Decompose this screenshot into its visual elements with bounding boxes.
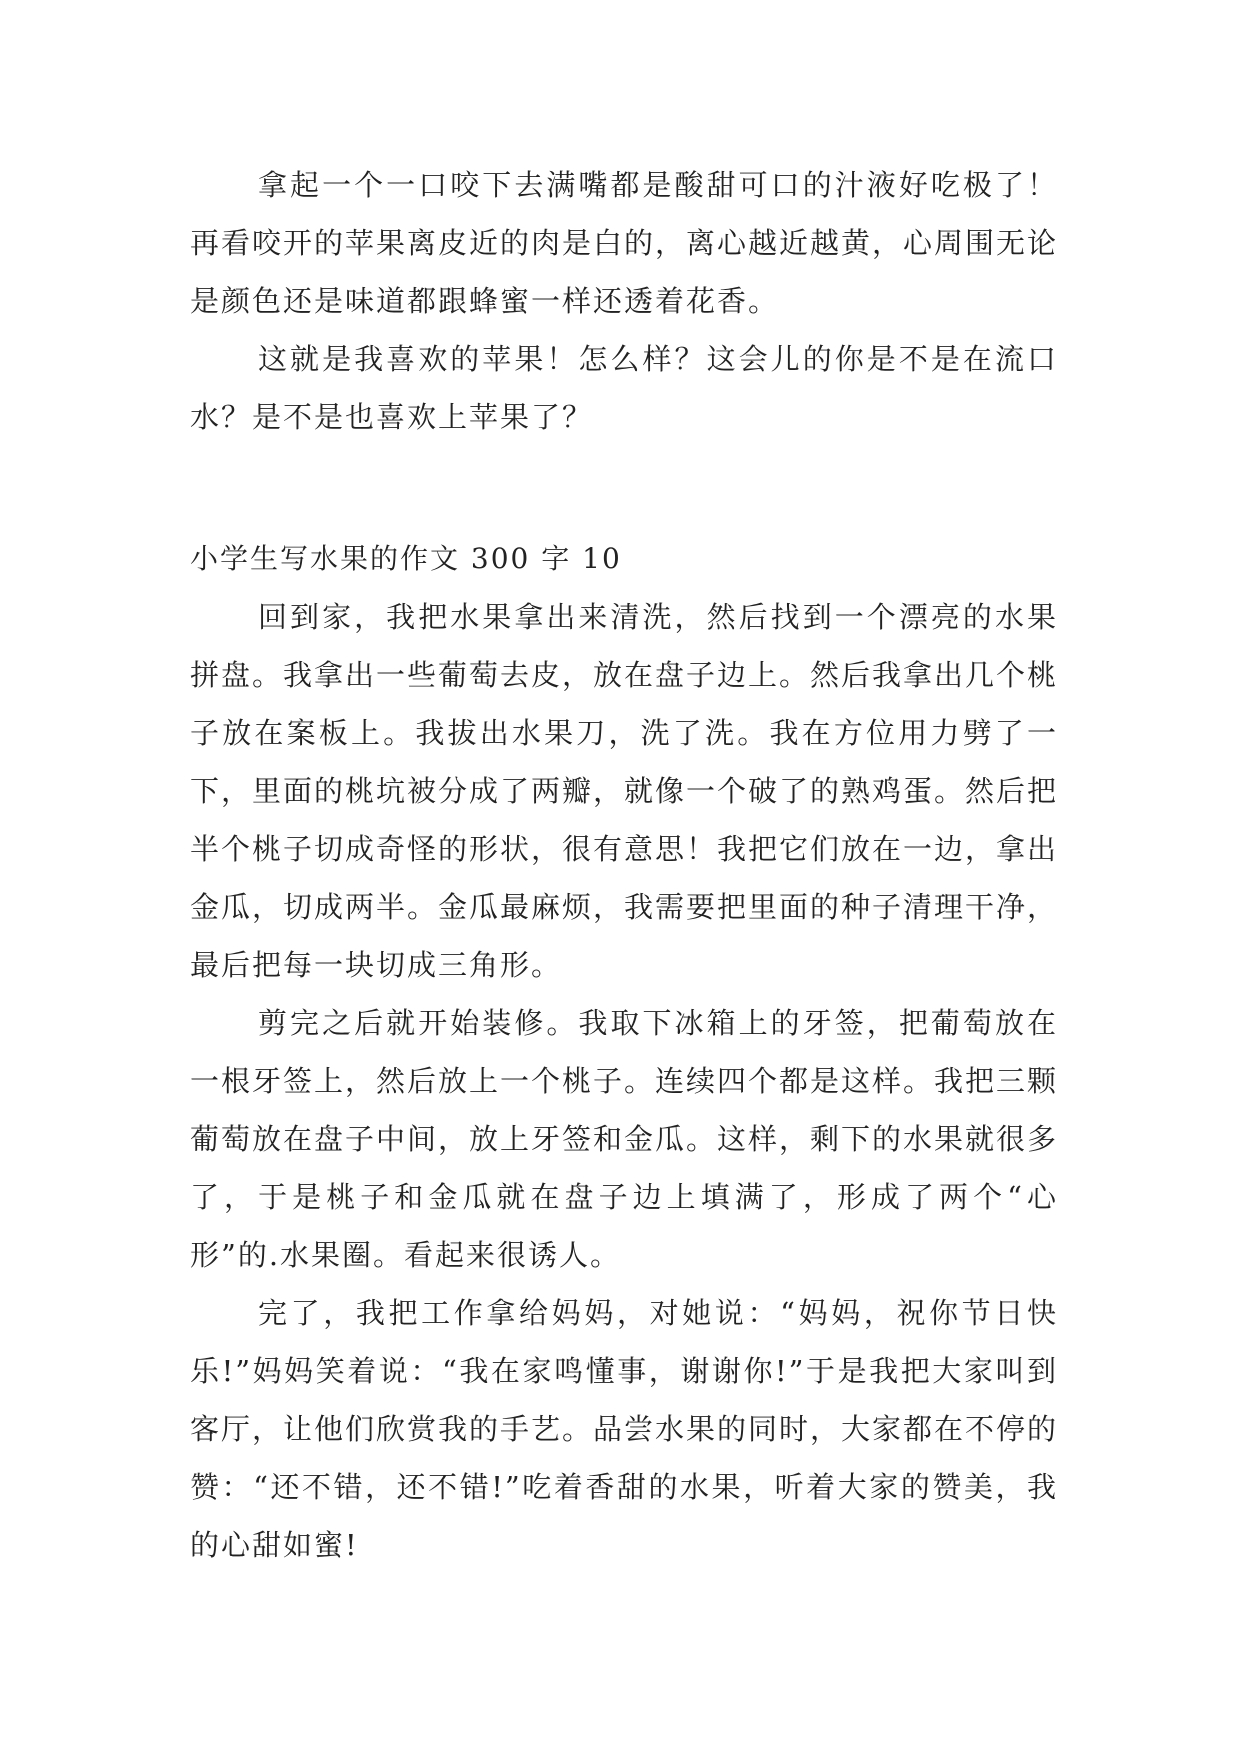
- paragraph-apple-conclusion: 这就是我喜欢的苹果！怎么样？这会儿的你是不是在流口水？是不是也喜欢上苹果了？: [190, 342, 1058, 434]
- paragraph-sharing-with-family: 完了，我把工作拿给妈妈，对她说：“妈妈，祝你节日快乐!”妈妈笑着说：“我在家鸣懂事，谢谢你!”于是我把大家叫到客厅，让他们欣赏我的手艺。品尝水果的同时，大家都在不停的赞：“还不错，还不错!”吃着香甜的水果，听着大家的赞美，我的心甜如蜜!: [190, 1296, 1059, 1562]
- document-page: [190, 156, 1058, 1574]
- paragraph-preparing-fruit: 回到家，我把水果拿出来清洗，然后找到一个漂亮的水果拼盘。我拿出一些葡萄去皮，放在盘子边上。然后我拿出几个桃子放在案板上。我拔出水果刀，洗了洗。我在方位用力劈了一下，里面的桃坑被分成了两瓣，就像一个破了的熟鸡蛋。然后把半个桃子切成奇怪的形状，很有意思！我把它们放在一边，拿出金瓜，切成两半。金瓜最麻烦，我需要把里面的种子清理干净，最后把每一块切成三角形。: [190, 600, 1059, 982]
- paragraph-decorating-plate: 剪完之后就开始装修。我取下冰箱上的牙签，把葡萄放在一根牙签上，然后放上一个桃子。连续四个都是这样。我把三颗葡萄放在盘子中间，放上牙签和金瓜。这样，剩下的水果就很多了，于是桃子和金瓜就在盘子边上填满了，形成了两个“心形”的.水果圈。看起来很诱人。: [190, 1006, 1059, 1272]
- paragraph-apple-taste: 拿起一个一口咬下去满嘴都是酸甜可口的汁液好吃极了！再看咬开的苹果离皮近的肉是白的，离心越近越黄，心周围无论是颜色还是味道都跟蜂蜜一样还透着花香。: [190, 168, 1059, 318]
- essay-heading: 小学生写水果的作文 300 字 10: [190, 542, 622, 575]
